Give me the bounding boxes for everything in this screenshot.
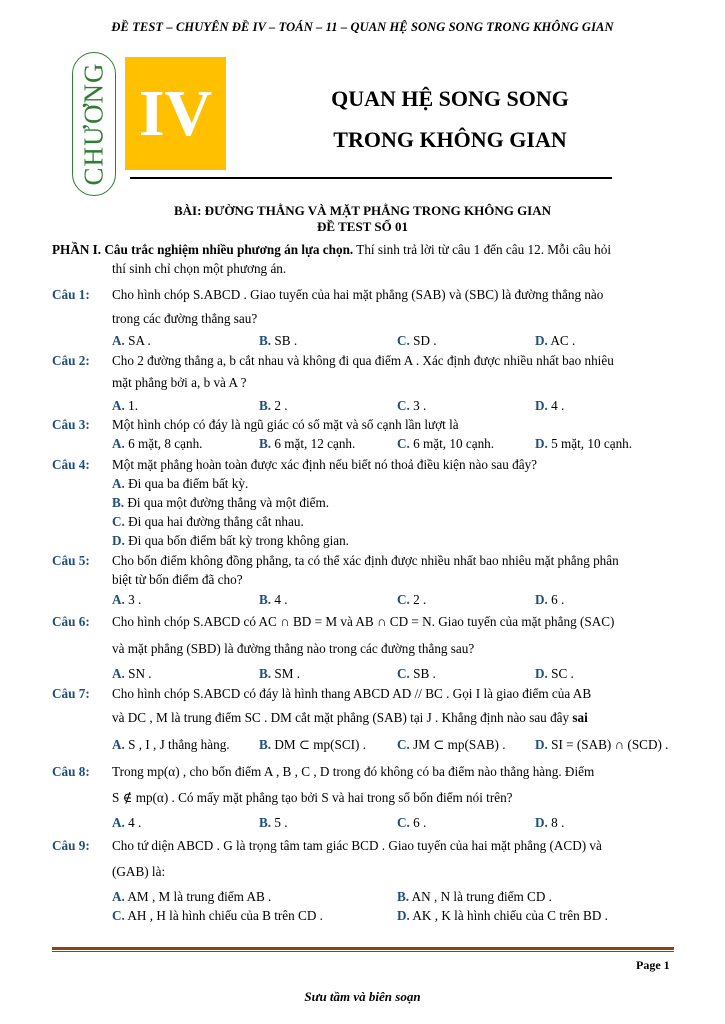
- option-b: B. AN , N là trung điểm CD .: [397, 889, 552, 904]
- part1-label: PHẦN I. Câu trắc nghiệm nhiều phương án lựa chọn.: [52, 242, 354, 257]
- option-a: A. AM , M là trung điểm AB .: [112, 889, 272, 904]
- question-text: Một hình chóp có đáy là ngũ giác có số mặt và số cạnh lần lượt là: [112, 417, 459, 432]
- chapter-word: CHƯƠNG: [78, 62, 109, 186]
- question-text: Cho 2 đường thẳng a, b cắt nhau và không đi qua điểm A . Xác định được nhiều nhất bao nhiêu: [112, 353, 614, 368]
- option-b: B. 4 .: [259, 592, 288, 607]
- question-text: Cho hình chóp S.ABCD . Giao tuyến của hai mặt phẳng (SAB) và (SBC) là đường thẳng nào: [112, 287, 604, 302]
- option-c: C. AH , H là hình chiếu của B trên CD .: [112, 908, 323, 923]
- page-number: Page 1: [636, 958, 670, 972]
- option-d: D. AC .: [535, 333, 576, 348]
- option-b: B. Đi qua một đường thẳng và một điểm.: [112, 495, 330, 510]
- option-d: D. 5 mặt, 10 cạnh.: [535, 436, 633, 451]
- question-text: mặt phẳng bởi a, b và A ?: [112, 375, 247, 390]
- option-a: A. 6 mặt, 8 cạnh.: [112, 436, 203, 451]
- option-d: D. Đi qua bốn điểm bất kỳ trong không gian.: [112, 533, 349, 548]
- option-a: A. 4 .: [112, 815, 142, 830]
- question-text: Cho tứ diện ABCD . G là trọng tâm tam giác BCD . Giao tuyến của hai mặt phẳng (ACD) và: [112, 838, 602, 853]
- question-text: S ∉ mp(α) . Có mấy mặt phẳng tạo bởi S và hai trong số bốn điểm nói trên?: [112, 790, 513, 805]
- chapter-title-line1: QUAN HỆ SONG SONG: [331, 86, 569, 111]
- question-text: trong các đường thẳng sau?: [112, 311, 258, 326]
- part1-text1: Thí sinh trả lời từ câu 1 đến câu 12. Mỗi câu hỏi: [353, 242, 612, 257]
- part1-text2: thí sinh chỉ chọn một phương án.: [112, 261, 287, 276]
- question-text: Một mặt phẳng hoàn toàn được xác định nếu biết nó thoả điều kiện nào sau đây?: [112, 457, 538, 472]
- footer-rule: [52, 947, 674, 950]
- option-d: D. 6 .: [535, 592, 565, 607]
- option-d: D. SI = (SAB) ∩ (SCD) .: [535, 737, 669, 752]
- option-a: A. SA .: [112, 333, 151, 348]
- question-text: biệt từ bốn điểm đã cho?: [112, 572, 243, 587]
- option-b: B. 6 mặt, 12 cạnh.: [259, 436, 356, 451]
- chapter-title-line2: TRONG KHÔNG GIAN: [333, 127, 567, 152]
- option-c: C. 2 .: [397, 592, 427, 607]
- option-c: C. 6 .: [397, 815, 427, 830]
- option-c: C. SD .: [397, 333, 437, 348]
- footer-rule-thin: [52, 951, 674, 952]
- question-text-wrap: và DC , M là trung điểm SC . DM cắt mặt phẳng (SAB) tại J . Khẳng định nào sau đây sai: [112, 710, 588, 725]
- option-c: C. Đi qua hai đường thẳng cắt nhau.: [112, 514, 304, 529]
- option-d: D. 8 .: [535, 815, 565, 830]
- question-text: (GAB) là:: [112, 864, 166, 879]
- option-c: C. SB .: [397, 666, 436, 681]
- question-label: Câu 1:: [52, 287, 90, 302]
- option-a: A. S , I , J thẳng hàng.: [112, 737, 230, 752]
- chapter-rule: [130, 177, 612, 179]
- lesson-title: BÀI: ĐƯỜNG THẲNG VÀ MẶT PHẲNG TRONG KHÔNG GIAN: [173, 203, 552, 218]
- option-c: C. 3 .: [397, 398, 427, 413]
- chapter-word-box: [72, 52, 116, 196]
- footer-credit: Sưu tầm và biên soạn: [304, 989, 421, 1004]
- question-label: Câu 9:: [52, 838, 90, 853]
- question-label: Câu 3:: [52, 417, 90, 432]
- option-d: D. AK , K là hình chiếu của C trên BD .: [397, 908, 608, 923]
- option-b: B. DM ⊂ mp(SCI) .: [259, 737, 367, 752]
- part1-heading: [52, 242, 611, 258]
- option-b: B. SB .: [259, 333, 298, 348]
- option-d: D. 4 .: [535, 398, 565, 413]
- option-c: C. 6 mặt, 10 cạnh.: [397, 436, 495, 451]
- option-a: A. SN .: [112, 666, 152, 681]
- option-b: B. SM .: [259, 666, 301, 681]
- option-b: B. 2 .: [259, 398, 288, 413]
- question-label: Câu 2:: [52, 353, 90, 368]
- emphasis-word: sai: [572, 710, 588, 725]
- question-label: Câu 8:: [52, 764, 90, 779]
- chapter-number: IV: [125, 57, 226, 170]
- question-label: Câu 5:: [52, 553, 90, 568]
- option-a: A. 3 .: [112, 592, 142, 607]
- option-c: C. JM ⊂ mp(SAB) .: [397, 737, 506, 752]
- question-text: Trong mp(α) , cho bốn điểm A , B , C , D trong đó không có ba điểm nào thẳng hàng. Điểm: [112, 764, 595, 779]
- question-text: Cho hình chóp S.ABCD có AC ∩ BD = M và AB ∩ CD = N. Giao tuyến của mặt phẳng (SAC): [112, 614, 615, 629]
- option-a: A. Đi qua ba điểm bất kỳ.: [112, 476, 249, 491]
- question-label: Câu 6:: [52, 614, 90, 629]
- question-text: và mặt phẳng (SBD) là đường thẳng nào trong các đường thẳng sau?: [112, 641, 475, 656]
- test-number: ĐỀ TEST SỐ 01: [317, 219, 408, 234]
- question-label: Câu 4:: [52, 457, 90, 472]
- option-a: A. 1.: [112, 398, 139, 413]
- question-text: Cho bốn điểm không đồng phẳng, ta có thể xác định được nhiều nhất bao nhiêu mặt phẳng phân: [112, 553, 619, 568]
- question-label: Câu 7:: [52, 686, 90, 701]
- question-text: Cho hình chóp S.ABCD có đáy là hình thang ABCD AD // BC . Gọi I là giao điểm của AB: [112, 686, 592, 701]
- option-d: D. SC .: [535, 666, 574, 681]
- option-b: B. 5 .: [259, 815, 288, 830]
- running-header: ĐỀ TEST – CHUYÊN ĐỀ IV – TOÁN – 11 – QUAN HỆ SONG SONG TRONG KHÔNG GIAN: [111, 20, 614, 34]
